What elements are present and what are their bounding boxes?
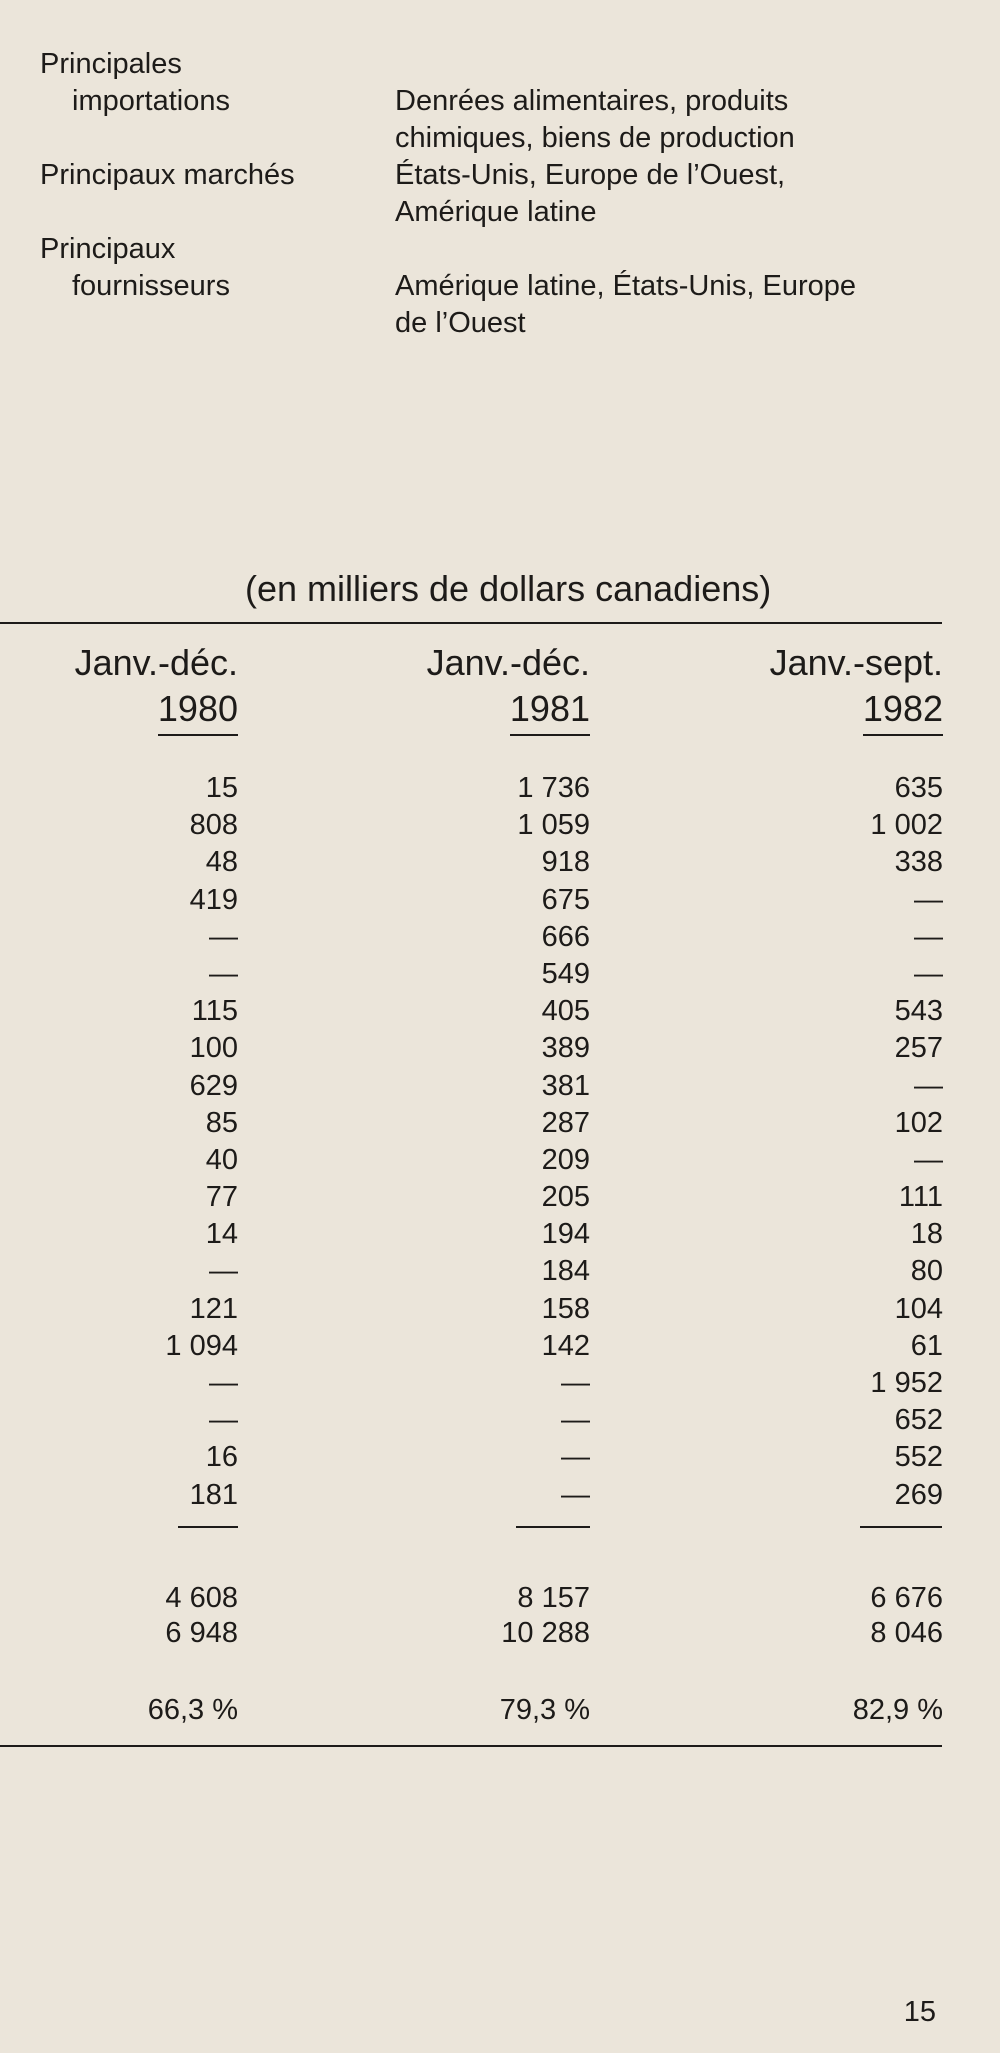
table-cell: 181: [189, 1478, 238, 1511]
table-cell: 209: [541, 1143, 590, 1176]
subtotal-rule: [860, 1526, 942, 1528]
column-period: Janv.-sept.: [769, 642, 943, 683]
info-label: [40, 46, 395, 120]
table-cell: 1 952: [870, 1367, 943, 1399]
table-cell: 269: [894, 1478, 943, 1511]
table-cell: 121: [189, 1292, 238, 1325]
percent-value: 82,9 %: [852, 1694, 943, 1726]
table-cell: 666: [541, 920, 590, 953]
info-label-line: Principaux marchés: [40, 159, 295, 191]
info-label-line: Principales: [40, 48, 182, 80]
table-cell: —: [561, 1441, 590, 1474]
column-period: Janv.-déc.: [426, 642, 590, 683]
info-value-line: de l’Ouest: [395, 307, 526, 339]
info-row-imports: [40, 46, 970, 157]
table-cell: —: [914, 1143, 943, 1176]
table-cell: 104: [894, 1292, 943, 1325]
table-cell: —: [561, 1404, 590, 1437]
info-value-line: Denrées alimentaires, produits: [395, 85, 789, 117]
table-bottom-rule: [0, 1745, 942, 1747]
table-cell: 1 059: [517, 809, 590, 842]
table-cell: —: [209, 1404, 238, 1437]
total-value: 10 288: [501, 1617, 590, 1649]
table-cell: —: [914, 920, 943, 953]
subtotal-value: 4 608: [165, 1582, 238, 1614]
table-cell: —: [914, 1069, 943, 1102]
table-cell: 77: [205, 1181, 238, 1214]
info-value-line: États-Unis, Europe de l’Ouest,: [395, 159, 786, 191]
column-period: Janv.-déc.: [74, 642, 238, 683]
table-cell: 115: [191, 995, 238, 1028]
table-cell: 48: [205, 846, 238, 879]
table-cell: 543: [894, 995, 943, 1028]
percent-value: 79,3 %: [499, 1694, 590, 1726]
table-cell: 287: [541, 1106, 590, 1139]
table-cell: 16: [205, 1441, 238, 1474]
table-cell: 100: [189, 1032, 238, 1065]
column-totals-1982: [870, 1580, 943, 1650]
column-values-1982: [870, 770, 943, 1514]
table-cell: 102: [894, 1106, 943, 1139]
table-cell: 1 002: [870, 809, 943, 842]
column-header-1982: [770, 640, 943, 736]
info-value: [395, 83, 955, 157]
table-cell: —: [209, 957, 238, 990]
table-cell: 14: [205, 1218, 238, 1251]
column-header-1981: [427, 640, 590, 736]
table-cell: 1 094: [165, 1329, 238, 1362]
info-row-markets: [40, 157, 970, 231]
table-cell: 419: [189, 883, 238, 916]
table-cell: 184: [541, 1255, 590, 1288]
info-label-line: fournisseurs: [72, 270, 230, 302]
subtotal-rule: [178, 1526, 238, 1528]
info-value-line: Amérique latine, États-Unis, Europe: [395, 270, 856, 302]
table-cell: 18: [910, 1218, 943, 1251]
column-values-1980: [165, 770, 238, 1514]
table-cell: 635: [894, 772, 943, 804]
total-value: 6 948: [165, 1617, 238, 1649]
info-row-suppliers: [40, 231, 970, 342]
column-values-1981: [517, 770, 590, 1514]
info-label-line: Principaux: [40, 233, 176, 265]
table-cell: 111: [898, 1181, 943, 1214]
table-cell: 918: [541, 846, 590, 879]
info-value-line: Amérique latine: [395, 196, 597, 228]
table-cell: 142: [541, 1329, 590, 1362]
table-cell: 85: [205, 1106, 238, 1139]
table-cell: 257: [894, 1032, 943, 1065]
table-cell: —: [561, 1367, 590, 1399]
column-header-1980: [75, 640, 238, 736]
table-cell: —: [561, 1478, 590, 1511]
table-cell: 205: [541, 1181, 590, 1214]
column-totals-1981: [501, 1580, 590, 1650]
column-year: 1982: [863, 686, 943, 736]
table-cell: 338: [894, 846, 943, 879]
column-totals-1980: [165, 1580, 238, 1650]
table-cell: 629: [189, 1069, 238, 1102]
info-label-line: importations: [72, 85, 230, 117]
info-value: [395, 157, 955, 231]
table-cell: —: [209, 1255, 238, 1288]
subtotal-rule: [516, 1526, 590, 1528]
table-cell: 389: [541, 1032, 590, 1065]
table-cell: 80: [910, 1255, 943, 1288]
info-label: [40, 231, 395, 305]
table-caption: (en milliers de dollars canadiens): [245, 568, 772, 609]
table-cell: 15: [205, 772, 238, 804]
page-number: 15: [903, 1996, 936, 2028]
table-top-rule: [0, 622, 942, 624]
info-value: [395, 268, 955, 342]
table-cell: —: [209, 920, 238, 953]
table-cell: 808: [189, 809, 238, 842]
percent-value: 66,3 %: [147, 1694, 238, 1726]
table-cell: 675: [541, 883, 590, 916]
subtotal-value: 6 676: [870, 1582, 943, 1614]
info-value-line: chimiques, biens de production: [395, 122, 795, 154]
table-cell: 1 736: [517, 772, 590, 804]
table-cell: —: [914, 883, 943, 916]
table-cell: 652: [894, 1404, 943, 1437]
table-cell: —: [914, 957, 943, 990]
table-cell: 40: [205, 1143, 238, 1176]
table-cell: 381: [541, 1069, 590, 1102]
subtotal-value: 8 157: [517, 1582, 590, 1614]
trade-info-block: [40, 46, 970, 342]
table-cell: 552: [894, 1441, 943, 1474]
table-cell: 405: [541, 995, 590, 1028]
column-year: 1981: [510, 686, 590, 736]
table-cell: 61: [910, 1329, 943, 1362]
total-value: 8 046: [870, 1617, 943, 1649]
info-label: [40, 157, 395, 194]
column-year: 1980: [158, 686, 238, 736]
table-cell: —: [209, 1367, 238, 1399]
table-cell: 549: [541, 957, 590, 990]
table-cell: 158: [541, 1292, 590, 1325]
table-cell: 194: [541, 1218, 590, 1251]
